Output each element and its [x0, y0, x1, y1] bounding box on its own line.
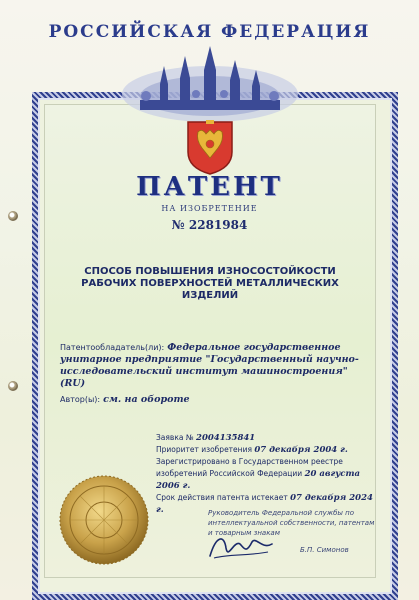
registration-details: [156, 432, 376, 516]
registered-line: [156, 456, 376, 492]
authors-label: Автор(ы):: [60, 395, 101, 404]
patent-holder: [60, 342, 360, 390]
patent-holder-label: Патентообладатель(ли):: [60, 343, 165, 352]
punch-hole: [8, 381, 18, 391]
expiry-label: Срок действия патента истекает: [156, 493, 288, 502]
patent-subheading: НА ИЗОБРЕТЕНИЕ: [161, 204, 258, 213]
signature-icon: [206, 530, 276, 564]
priority-date: 07 декабря 2004 г.: [254, 445, 348, 455]
gold-seal-icon: [54, 470, 154, 570]
registered-label: Зарегистрировано в Государственном реестре изобретений Российской Федерации: [156, 457, 343, 478]
invention-title: СПОСОБ ПОВЫШЕНИЯ ИЗНОСОСТОЙКОСТИ РАБОЧИХ ПОВЕРХНОСТЕЙ МЕТАЛЛИЧЕСКИХ ИЗДЕЛИЙ: [81, 266, 339, 301]
application-number: 2004135841: [196, 433, 256, 443]
application-line: [156, 432, 376, 444]
priority-line: [156, 444, 376, 456]
priority-label: Приоритет изобретения: [156, 445, 252, 454]
authors-value: см. на обороте: [103, 394, 190, 405]
country-title: РОССИЙСКАЯ ФЕДЕРАЦИЯ: [48, 22, 371, 42]
patent-number: № 2281984: [171, 218, 248, 232]
registered-date: 20 августа 2006 г.: [156, 469, 360, 491]
expiry-date: 07 декабря 2024 г.: [156, 493, 373, 515]
authors: [60, 394, 360, 405]
patent-holder-value: Федеральное государственное унитарное предприятие "Государственный научно-исследовательский институт машиностроения" (RU): [60, 342, 359, 389]
application-label: Заявка №: [156, 433, 194, 442]
signer-title: Руководитель Федеральной службы по интеллектуальной собственности, патентам и товарным знакам: [208, 509, 375, 537]
coat-of-arms-icon: [184, 118, 236, 176]
kremlin-vignette-icon: [120, 44, 300, 124]
signer-name: Б.П. Симонов: [300, 546, 349, 554]
patent-heading: ПАТЕНТ: [136, 172, 283, 202]
